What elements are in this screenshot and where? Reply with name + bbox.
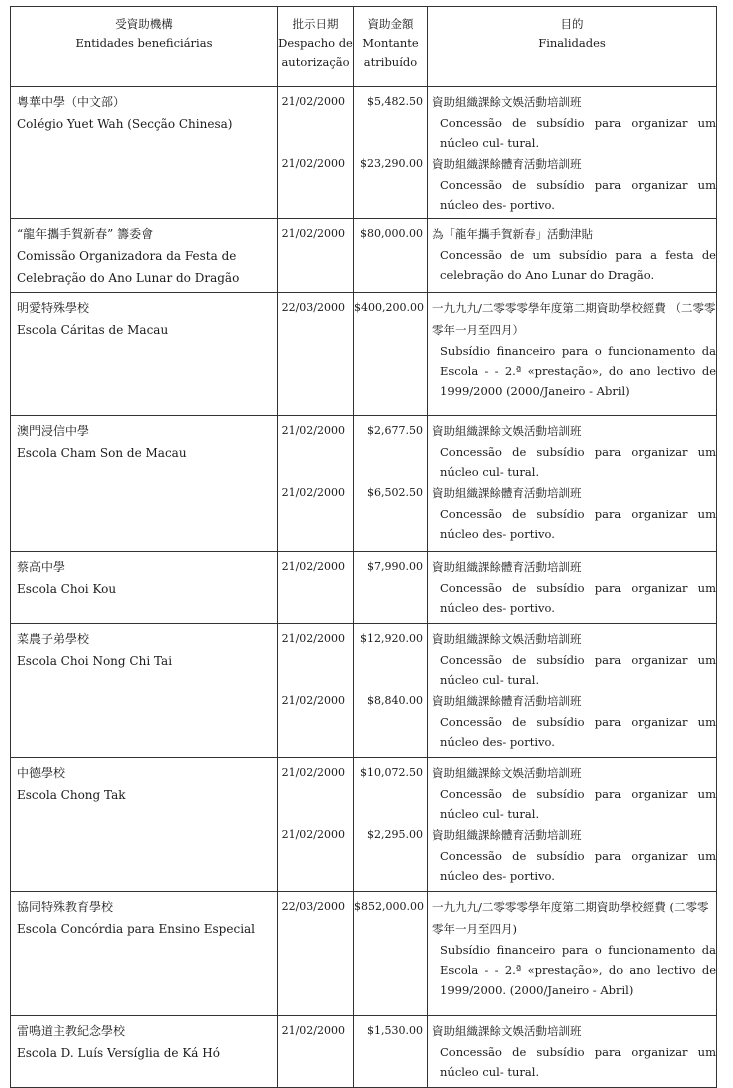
purpose-item xyxy=(428,482,716,544)
amount-value: $23,290.00 xyxy=(360,157,423,170)
purpose-item xyxy=(428,628,716,690)
entity-name-pt: Colégio Yuet Wah (Secção Chinesa) xyxy=(17,117,233,131)
purpose-zh: 資助組織課餘文娛活動培訓班 xyxy=(432,632,582,646)
header-entity-pt: Entidades beneficiárias xyxy=(75,36,213,50)
header-date xyxy=(278,7,354,87)
purpose-pt: Concessão de subsídio para organizar um núcleo des- portivo. xyxy=(440,178,716,212)
entity-cell xyxy=(11,219,278,293)
header-purpose xyxy=(428,7,717,87)
purpose-zh: 資助組織課餘文娛活動培訓班 xyxy=(432,1024,582,1038)
authorization-date: 21/02/2000 xyxy=(281,766,345,779)
purpose-cell xyxy=(428,219,717,293)
entity-cell xyxy=(11,552,278,624)
purpose-cell xyxy=(428,624,717,758)
header-entity-zh: 受資助機構 xyxy=(115,17,173,31)
table-row xyxy=(11,892,717,1016)
purpose-cell xyxy=(428,416,717,552)
purpose-cell xyxy=(428,892,717,1016)
amount-cell xyxy=(354,892,428,1016)
purpose-pt: Concessão de subsídio para organizar um núcleo cul- tural. xyxy=(440,787,716,821)
entity-name-zh: 中德學校 xyxy=(17,766,66,780)
subsidy-table xyxy=(10,6,717,1088)
entity-name-pt: Escola D. Luís Versíglia de Ká Hó xyxy=(17,1046,220,1060)
amount-value: $8,840.00 xyxy=(367,694,423,707)
entity-name-zh: 雷鳴道主教紀念學校 xyxy=(17,1024,126,1038)
table-row xyxy=(11,758,717,892)
amount-value: $5,482.50 xyxy=(367,95,423,108)
entity-name-zh: 協同特殊教育學校 xyxy=(17,900,114,914)
amount-value: $6,502.50 xyxy=(367,486,423,499)
header-amount-zh: 資助金額 xyxy=(367,17,414,31)
entity-name-pt: Escola Cáritas de Macau xyxy=(17,323,169,337)
entity-name-pt: Escola Cham Son de Macau xyxy=(17,446,187,460)
purpose-zh: 資助組織課餘體育活動培訓班 xyxy=(432,486,582,500)
purpose-cell xyxy=(428,552,717,624)
entity-name-pt: Escola Choi Kou xyxy=(17,582,117,596)
purpose-item xyxy=(428,1020,716,1082)
date-cell xyxy=(278,758,354,892)
purpose-zh: 資助組織課餘文娛活動培訓班 xyxy=(432,95,582,109)
amount-value: $80,000.00 xyxy=(360,227,423,240)
header-date-zh: 批示日期 xyxy=(292,17,339,31)
header-purpose-zh: 目的 xyxy=(560,17,584,31)
purpose-pt: Concessão de subsídio para organizar um núcleo des- portivo. xyxy=(440,581,716,615)
authorization-date: 21/02/2000 xyxy=(281,828,345,841)
amount-value: $7,990.00 xyxy=(367,560,423,573)
date-cell xyxy=(278,87,354,219)
amount-value: $12,920.00 xyxy=(360,632,423,645)
purpose-pt: Concessão de subsídio para organizar um núcleo cul- tural. xyxy=(440,653,716,687)
amount-value: $400,200.00 xyxy=(354,301,424,314)
purpose-item xyxy=(428,690,716,752)
table-header-row xyxy=(11,7,717,87)
purpose-cell xyxy=(428,1016,717,1088)
purpose-cell xyxy=(428,293,717,416)
authorization-date: 22/03/2000 xyxy=(281,301,345,314)
table-row xyxy=(11,624,717,758)
authorization-date: 22/03/2000 xyxy=(281,900,345,913)
purpose-pt: Concessão de subsídio para organizar um núcleo des- portivo. xyxy=(440,849,716,883)
entity-cell xyxy=(11,1016,278,1088)
purpose-zh: 一九九九/二零零零學年度第二期資助學校經費 (二零零零年一月至四月) xyxy=(432,900,709,936)
table-row xyxy=(11,552,717,624)
date-cell xyxy=(278,1016,354,1088)
amount-value: $1,530.00 xyxy=(367,1024,423,1037)
purpose-zh: 資助組織課餘文娛活動培訓班 xyxy=(432,766,582,780)
date-cell xyxy=(278,624,354,758)
entity-cell xyxy=(11,892,278,1016)
entity-name-pt: Comissão Organizadora da Festa de Celebração do Ano Lunar do Dragão xyxy=(17,249,240,285)
date-cell xyxy=(278,219,354,293)
purpose-item xyxy=(428,556,716,618)
entity-name-zh: 粵華中學（中文部） xyxy=(17,95,126,109)
entity-cell xyxy=(11,624,278,758)
amount-cell xyxy=(354,416,428,552)
header-entity xyxy=(11,7,278,87)
purpose-item xyxy=(428,153,716,215)
date-cell xyxy=(278,892,354,1016)
authorization-date: 21/02/2000 xyxy=(281,694,345,707)
amount-value: $2,677.50 xyxy=(367,424,423,437)
purpose-pt: Subsídio financeiro para o funcionamento da Escola - - 2.ª «prestação», do ano lectivo de 1999/2000. (2000/Janeiro - Abril) xyxy=(440,943,716,997)
purpose-zh: 一九九九/二零零零學年度第二期資助學校經費 （二零零零年一月至四月） xyxy=(432,301,716,337)
purpose-cell xyxy=(428,87,717,219)
purpose-item xyxy=(428,223,716,285)
amount-cell xyxy=(354,219,428,293)
purpose-pt: Concessão de subsídio para organizar um núcleo cul- tural. xyxy=(440,116,716,150)
entity-name-zh: 蔡高中學 xyxy=(17,560,66,574)
entity-name-zh: 菜農子弟學校 xyxy=(17,632,90,646)
table-row xyxy=(11,87,717,219)
purpose-item xyxy=(428,91,716,153)
entity-name-pt: Escola Concórdia para Ensino Especial xyxy=(17,922,256,936)
purpose-pt: Concessão de um subsídio para a festa de celebração do Ano Lunar do Dragão. xyxy=(440,248,716,282)
purpose-zh: 資助組織課餘文娛活動培訓班 xyxy=(432,424,582,438)
purpose-item xyxy=(428,297,716,415)
purpose-item xyxy=(428,420,716,482)
entity-name-pt: Escola Chong Tak xyxy=(17,788,126,802)
date-cell xyxy=(278,293,354,416)
purpose-pt: Concessão de subsídio para organizar um núcleo cul- tural. xyxy=(440,445,716,479)
amount-cell xyxy=(354,87,428,219)
amount-cell xyxy=(354,758,428,892)
header-date-pt1: Despacho de xyxy=(278,36,353,50)
purpose-item xyxy=(428,762,716,824)
entity-name-zh: 明愛特殊學校 xyxy=(17,301,90,315)
authorization-date: 21/02/2000 xyxy=(281,95,345,108)
table-row xyxy=(11,416,717,552)
amount-value: $852,000.00 xyxy=(354,900,424,913)
entity-cell xyxy=(11,293,278,416)
amount-cell xyxy=(354,552,428,624)
amount-value: $2,295.00 xyxy=(367,828,423,841)
authorization-date: 21/02/2000 xyxy=(281,227,345,240)
purpose-pt: Concessão de subsídio para organizar um núcleo des- portivo. xyxy=(440,715,716,749)
purpose-zh: 資助組織課餘體育活動培訓班 xyxy=(432,694,582,708)
entity-cell xyxy=(11,416,278,552)
amount-cell xyxy=(354,293,428,416)
purpose-cell xyxy=(428,758,717,892)
date-cell xyxy=(278,552,354,624)
table-row xyxy=(11,293,717,416)
amount-value: $10,072.50 xyxy=(360,766,423,779)
authorization-date: 21/02/2000 xyxy=(281,486,345,499)
purpose-zh: 資助組織課餘體育活動培訓班 xyxy=(432,157,582,171)
header-purpose-pt: Finalidades xyxy=(538,36,606,50)
authorization-date: 21/02/2000 xyxy=(281,1024,345,1037)
purpose-zh: 資助組織課餘體育活動培訓班 xyxy=(432,560,582,574)
authorization-date: 21/02/2000 xyxy=(281,560,345,573)
purpose-pt: Subsídio financeiro para o funcionamento da Escola - - 2.ª «prestação», do ano lectivo de 1999/2000 (2000/Janeiro - Abril) xyxy=(440,344,716,398)
purpose-item xyxy=(428,824,716,886)
header-amount-pt1: Montante xyxy=(362,36,419,50)
table-row xyxy=(11,219,717,293)
header-date-pt2: autorização xyxy=(281,55,350,69)
table-row xyxy=(11,1016,717,1088)
entity-name-zh: “龍年攜手賀新春” 籌委會 xyxy=(17,227,154,241)
purpose-zh: 資助組織課餘體育活動培訓班 xyxy=(432,828,582,842)
authorization-date: 21/02/2000 xyxy=(281,632,345,645)
amount-cell xyxy=(354,1016,428,1088)
authorization-date: 21/02/2000 xyxy=(281,157,345,170)
purpose-pt: Concessão de subsídio para organizar um núcleo des- portivo. xyxy=(440,507,716,541)
header-amount xyxy=(354,7,428,87)
header-amount-pt2: atribuído xyxy=(363,55,418,69)
authorization-date: 21/02/2000 xyxy=(281,424,345,437)
purpose-pt: Concessão de subsídio para organizar um núcleo cul- tural. xyxy=(440,1045,716,1079)
entity-cell xyxy=(11,87,278,219)
date-cell xyxy=(278,416,354,552)
purpose-item xyxy=(428,896,716,1014)
entity-name-pt: Escola Choi Nong Chi Tai xyxy=(17,654,173,668)
entity-cell xyxy=(11,758,278,892)
amount-cell xyxy=(354,624,428,758)
purpose-zh: 為「龍年攜手賀新春」活動津貼 xyxy=(432,227,593,241)
entity-name-zh: 澳門浸信中學 xyxy=(17,424,90,438)
